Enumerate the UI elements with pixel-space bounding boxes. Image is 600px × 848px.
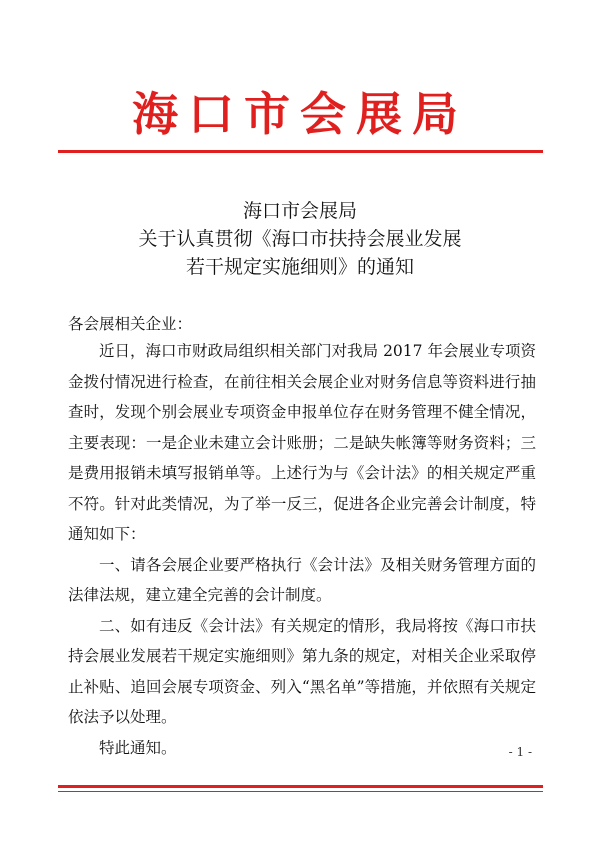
- body-paragraph: 二、如有违反《会计法》有关规定的情形，我局将按《海口市扶持会展业发展若干规定实施细则》第九条的规定，对相关企业采取停止补贴、追回会展专项资金、列入“黑名单”等措施，并依照有关规定依法予以处理。: [68, 616, 536, 726]
- document-title-line1: 海口市会展局: [242, 200, 357, 222]
- body-paragraph: 近日，海口市财政局组织相关部门对我局 2017 年会展业专项资金拨付情况进行检查，在前往相关会展企业对财务信息等资料进行抽查时，发现个别会展业专项资金申报单位存在财务管理不健全情况，主要表现：一是企业未建立会计账册；二是缺失帐簿等财务资料；三是费用报销未填写报销单等。上述行为与《会计法》的相关规定严重不符。针对此类情况，为了举一反三，促进各企业完善会计制度，特通知如下：: [68, 342, 536, 543]
- footer-rule-thin: [58, 791, 543, 792]
- body-paragraph: 一、请各会展企业要严格执行《会计法》及相关财务管理方面的法律法规，建立建全完善的会计制度。: [68, 555, 536, 604]
- document-body: [68, 336, 536, 763]
- agency-header: 海口市会展局: [132, 87, 468, 141]
- document-title-line3: 若干规定实施细则》的通知: [185, 256, 414, 278]
- page-number: - 1 -: [508, 745, 532, 759]
- header-rule: [58, 150, 543, 153]
- document-title-line2: 关于认真贯彻《海口市扶持会展业发展: [138, 228, 462, 250]
- body-paragraph: 特此通知。: [99, 738, 177, 757]
- footer-rule-thick: [58, 785, 543, 788]
- salutation: 各会展相关企业：: [68, 315, 193, 333]
